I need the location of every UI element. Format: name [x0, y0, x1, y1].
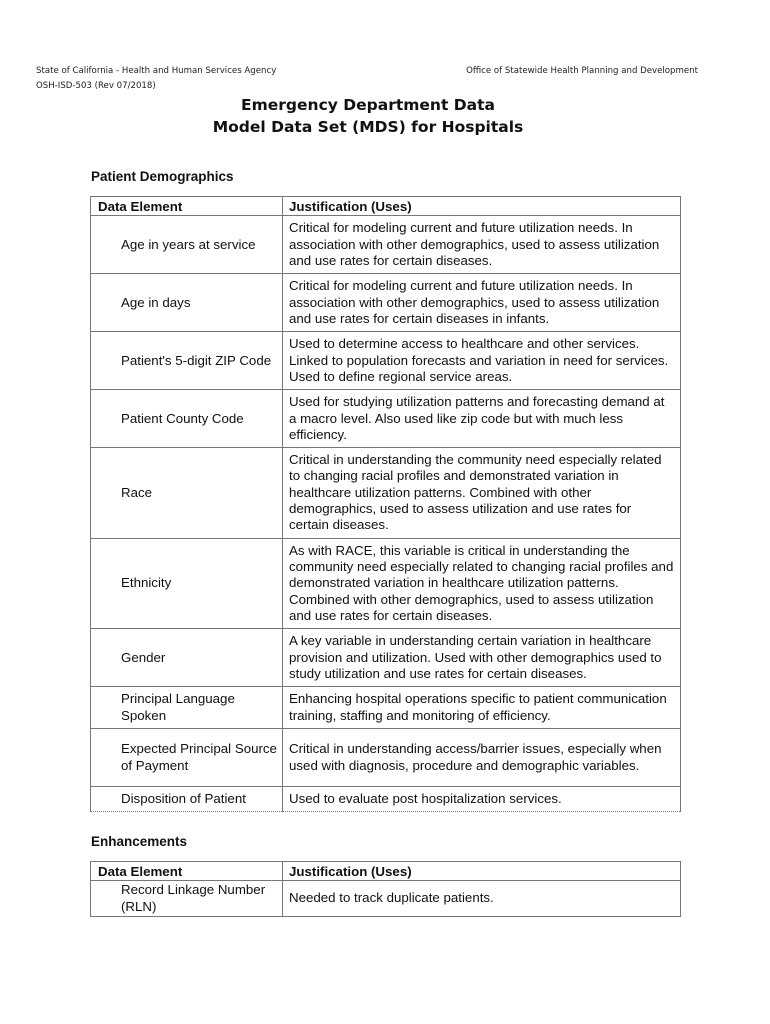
table-header-row [91, 197, 681, 216]
form-number: OSH-ISD-503 (Rev 07/2018) [36, 81, 156, 91]
justification-cell: Enhancing hospital operations specific to patient communication training, staffing and monitoring of efficiency. [283, 687, 681, 729]
justification-cell: Used to determine access to healthcare and other services. Linked to population forecasts and variation in need for services. Used to define regional service areas. [283, 332, 681, 390]
table-row [91, 390, 681, 448]
justification-cell: Critical in understanding access/barrier issues, especially when used with diagnosis, procedure and demographic variables. [283, 729, 681, 787]
column-header-justification: Justification (Uses) [283, 862, 681, 881]
justification-cell: Critical in understanding the community need especially related to changing racial profiles and demonstrated variation in healthcare utilization patterns. Combined with other demographics, used to assess utilization and use rates for certain diseases. [283, 448, 681, 538]
justification-cell: Used for studying utilization patterns and forecasting demand at a macro level. Also used like zip code but with much less efficiency. [283, 390, 681, 448]
column-header-element: Data Element [91, 197, 283, 216]
data-element-cell: Expected Principal Source of Payment [91, 729, 283, 787]
justification-cell: Critical for modeling current and future utilization needs. In association with other demographics, used to assess utilization and use rates for certain diseases in infants. [283, 274, 681, 332]
table-row [91, 538, 681, 628]
title-line-2: Model Data Set (MDS) for Hospitals [212, 118, 524, 136]
column-header-justification: Justification (Uses) [283, 197, 681, 216]
table-row [91, 687, 681, 729]
title-line-1: Emergency Department Data [241, 96, 495, 114]
data-element-cell: Gender [91, 629, 283, 687]
table-row [91, 216, 681, 274]
office-name: Office of Statewide Health Planning and Development [466, 66, 698, 76]
justification-cell: Used to evaluate post hospitalization services. [283, 787, 681, 812]
table-row [91, 729, 681, 787]
section-heading-enhancements: Enhancements [91, 834, 188, 849]
data-element-cell: Age in years at service [91, 216, 283, 274]
data-element-cell: Principal Language Spoken [91, 687, 283, 729]
table-row [91, 629, 681, 687]
data-element-cell: Disposition of Patient [91, 787, 283, 812]
justification-cell: A key variable in understanding certain variation in healthcare provision and utilization. Used with other demographics used to study utilization and use rates for certain diseases. [283, 629, 681, 687]
table-header-row [91, 862, 681, 881]
data-element-cell: Patient's 5-digit ZIP Code [91, 332, 283, 390]
section-heading-demographics: Patient Demographics [91, 169, 234, 184]
justification-cell: As with RACE, this variable is critical in understanding the community need especially related to changing racial profiles and demonstrated variation in healthcare utilization patterns. Combined with other demographics, used to assess utilization and use rates for certain diseases. [283, 538, 681, 628]
table-row [91, 274, 681, 332]
demographics-table [90, 196, 681, 812]
header-left [36, 64, 276, 94]
justification-cell: Critical for modeling current and future utilization needs. In association with other demographics, used to assess utilization and use rates for certain diseases. [283, 216, 681, 274]
table-row [91, 332, 681, 390]
page-title [0, 94, 736, 138]
data-element-cell: Age in days [91, 274, 283, 332]
justification-cell: Needed to track duplicate patients. [283, 881, 681, 917]
data-element-cell: Record Linkage Number (RLN) [91, 881, 283, 917]
table-row [91, 881, 681, 917]
column-header-element: Data Element [91, 862, 283, 881]
data-element-cell: Ethnicity [91, 538, 283, 628]
agency-name: State of California - Health and Human Services Agency [36, 66, 277, 76]
table-row [91, 787, 681, 812]
data-element-cell: Race [91, 448, 283, 538]
data-element-cell: Patient County Code [91, 390, 283, 448]
table-row [91, 448, 681, 538]
enhancements-table [90, 861, 681, 917]
